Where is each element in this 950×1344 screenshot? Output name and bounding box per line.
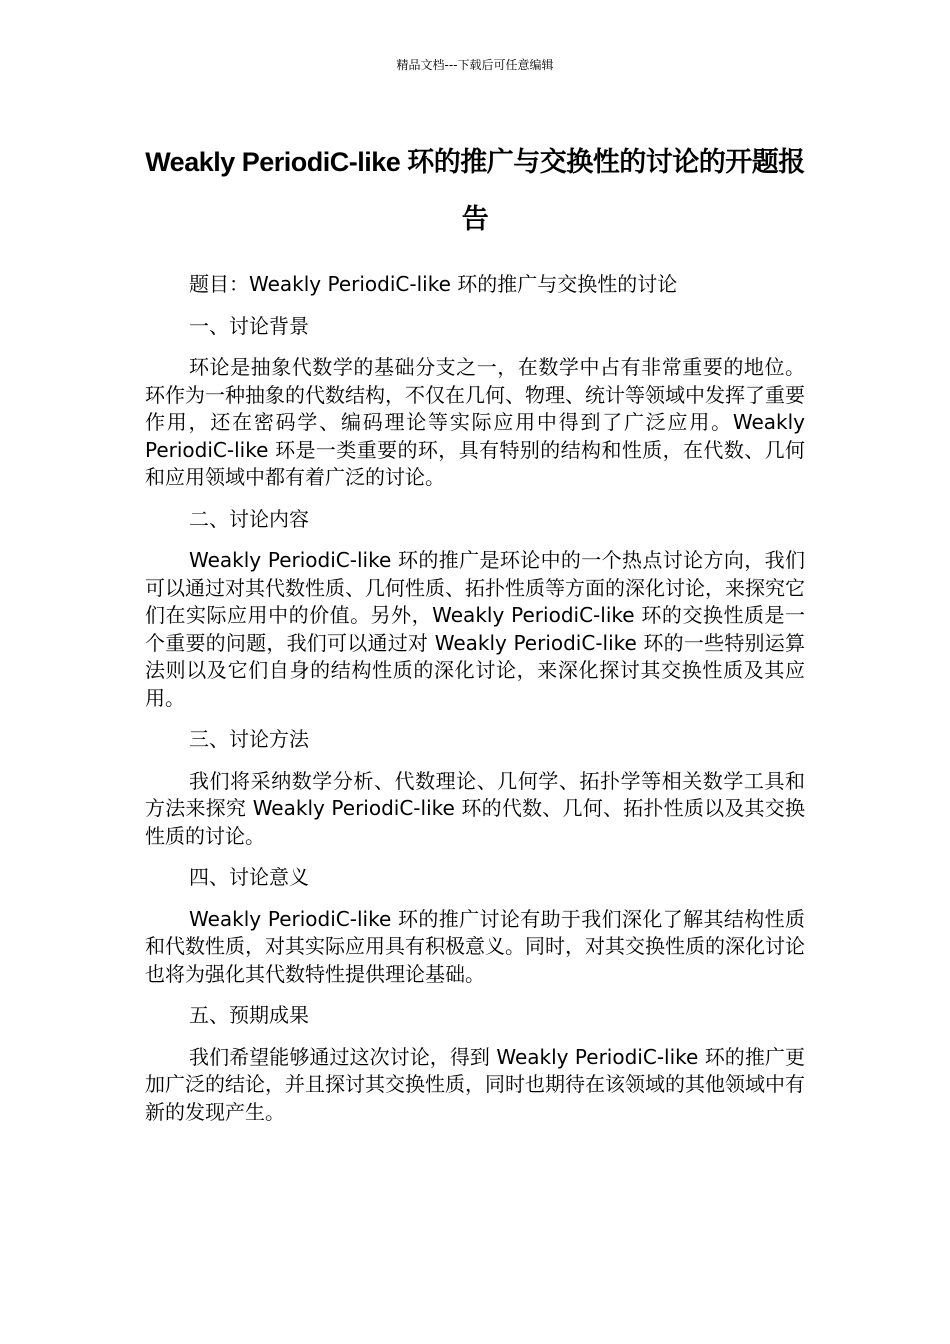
page-header-note: 精品文档---下载后可任意编辑 [396, 58, 554, 72]
document-title: Weakly PeriodiC-like 环的推广与交换性的讨论的开题报告 [145, 147, 805, 234]
section-body-significance: Weakly PeriodiC-like 环的推广讨论有助于我们深化了解其结构性质和代数性质，对其实际应用具有积极意义。同时，对其交换性质的深化讨论也将为强化其代数特性提供理论基础。 [145, 906, 805, 986]
section-heading-expected-results: 五、预期成果 [189, 1003, 309, 1027]
section-heading-content: 二、讨论内容 [189, 506, 309, 531]
section-heading-significance: 四、讨论意义 [189, 865, 309, 889]
section-body-expected-results: 我们希望能够通过这次讨论，得到 Weakly PeriodiC-like 环的推广更加广泛的结论，并且探讨其交换性质，同时也期待在该领域的其他领域中有新的发现产生。 [145, 1044, 805, 1124]
section-heading-method: 三、讨论方法 [189, 727, 309, 751]
section-heading-background: 一、讨论背景 [189, 313, 309, 338]
section-body-background: 环论是抽象代数学的基础分支之一，在数学中占有非常重要的地位。环作为一种抽象的代数结构，不仅在几何、物理、统计等领域中发挥了重要作用，还在密码学、编码理论等实际应用中得到了广泛应用。Weakly PeriodiC-like 环是一类重要的环，具有特别的结构和性质，在代数、几何和应用领域中都有着广泛的讨论。 [145, 355, 805, 489]
document-body [145, 271, 805, 1140]
section-body-content: Weakly PeriodiC-like 环的推广是环论中的一个热点讨论方向，我们可以通过对其代数性质、几何性质、拓扑性质等方面的深化讨论，来探究它们在实际应用中的价值。另外，Weakly PeriodiC-like 环的交换性质是一个重要的问题，我们可以通过对 Weakly PeriodiC-like 环的一些特别运算法则以及它们自身的结构性质的深化讨论，来深化探讨其交换性质及其应用。 [145, 548, 805, 710]
topic-line: 题目：Weakly PeriodiC-like 环的推广与交换性的讨论 [189, 272, 678, 296]
section-body-method: 我们将采纳数学分析、代数理论、几何学、拓扑学等相关数学工具和方法来探究 Weakly PeriodiC-like 环的代数、几何、拓扑性质以及其交换性质的讨论。 [145, 768, 805, 848]
